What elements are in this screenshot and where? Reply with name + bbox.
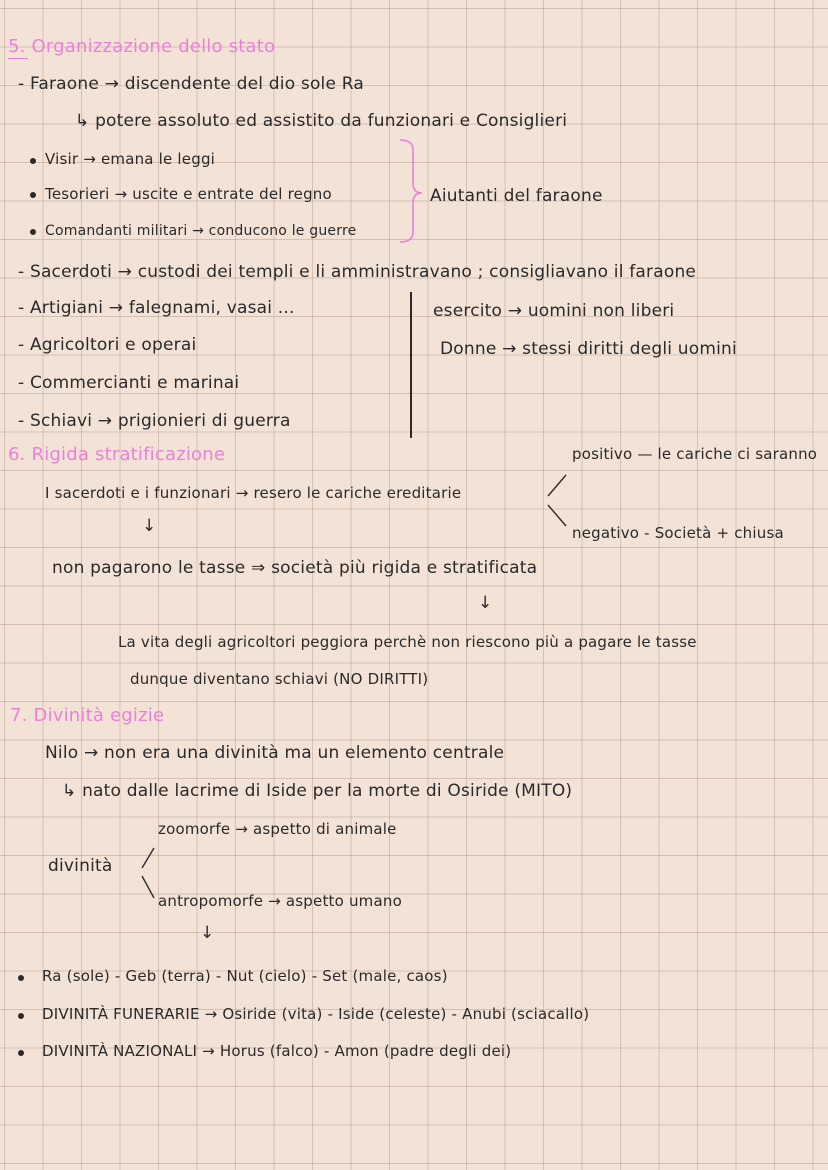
arrow-icon: →: [83, 150, 96, 168]
down-arrow-icon: ↓: [142, 516, 157, 536]
arrow-icon: →: [117, 262, 133, 282]
tasse-text: non pagarono le tasse: [52, 558, 246, 578]
side-note-desc: uomini non liberi: [527, 301, 675, 321]
sacerdoti-label: Sacerdoti: [29, 262, 113, 282]
nilo-desc: non era una divinità ma un elemento centrale: [104, 743, 505, 763]
pink-bracket: [400, 140, 422, 242]
section-7-heading: 7. Divinità egizie: [10, 705, 165, 726]
consequence-line-1: La vita degli agricoltori peggiora perchè non riescono più a pagare le tasse: [118, 633, 697, 651]
positive-note: positivo — le cariche ci saranno: [572, 445, 818, 463]
section-5-heading: 5. Organizzazione dello stato: [8, 36, 276, 57]
branch-line-down: [142, 876, 154, 898]
antropomorfe-label: antropomorfe: [158, 892, 264, 910]
dash: -: [18, 74, 25, 94]
section-6-heading: 6. Rigida stratificazione: [8, 444, 226, 465]
class-text: Commercianti e marinai: [29, 373, 240, 393]
helper-label: Tesorieri: [45, 185, 110, 203]
desc-text: resero le cariche ereditarie: [253, 484, 462, 502]
faraone-label: Faraone: [29, 74, 100, 94]
branch-line-down: [548, 505, 566, 526]
helpers-group-label: Aiutanti del faraone: [430, 186, 603, 206]
implies-icon: ⇒: [251, 558, 266, 578]
divinita-label: divinità: [48, 856, 113, 876]
dash: -: [18, 335, 25, 355]
arrow-icon: →: [235, 820, 249, 838]
consequence-line-2: dunque diventano schiavi (NO DIRITTI): [130, 670, 429, 688]
nilo-label: Nilo: [45, 743, 79, 763]
side-note-label: esercito: [433, 301, 503, 321]
branch-line-up: [548, 475, 566, 496]
corner-arrow-icon: ↳: [62, 781, 77, 801]
class-text: Agricoltori e operai: [29, 335, 197, 355]
negative-note: negativo - Società + chiusa: [572, 524, 784, 542]
arrow-icon: →: [192, 223, 205, 239]
zoomorfe-label: zoomorfe: [158, 820, 231, 838]
subject-text: I sacerdoti e i funzionari: [45, 484, 231, 502]
arrow-icon: →: [104, 74, 120, 94]
helper-desc: uscite e entrate del regno: [132, 185, 332, 203]
arrow-icon: →: [268, 892, 281, 910]
down-arrow-icon: ↓: [200, 923, 215, 943]
down-arrow-icon: ↓: [478, 593, 493, 613]
side-note-label: Donne: [440, 339, 497, 359]
helper-desc: conducono le guerre: [208, 223, 357, 239]
arrow-icon: →: [83, 743, 99, 763]
deity-bullet: DIVINITÀ NAZIONALI → Horus (falco) - Amon (padre degli dei): [42, 1042, 512, 1060]
corner-arrow-icon: ↳: [75, 111, 90, 131]
side-note-desc: stessi diritti degli uomini: [522, 339, 737, 359]
class-text: Schiavi → prigionieri di guerra: [29, 411, 291, 431]
helper-label: Visir: [45, 150, 79, 168]
dash: -: [18, 373, 25, 393]
faraone-note-text: potere assoluto ed assistito da funzionari e Consiglieri: [95, 111, 568, 131]
dash: -: [18, 411, 25, 431]
branch-line-up: [142, 848, 154, 868]
arrow-icon: →: [235, 484, 249, 502]
arrow-icon: →: [507, 301, 523, 321]
zoomorfe-desc: aspetto di animale: [253, 820, 397, 838]
dash: -: [18, 262, 25, 282]
class-text: Artigiani → falegnami, vasai ...: [29, 298, 295, 318]
arrow-icon: →: [114, 185, 128, 203]
arrow-icon: →: [502, 339, 517, 359]
result-text: società più rigida e stratificata: [271, 558, 538, 578]
dash: -: [18, 298, 25, 318]
helper-label: Comandanti militari: [45, 223, 188, 239]
deity-bullet: DIVINITÀ FUNERARIE → Osiride (vita) - Iside (celeste) - Anubi (sciacallo): [42, 1005, 590, 1023]
nilo-note-text: nato dalle lacrime di Iside per la morte di Osiride (MITO): [82, 781, 573, 801]
sacerdoti-desc: custodi dei templi e li amministravano ; consigliavano il faraone: [137, 262, 697, 282]
antropomorfe-desc: aspetto umano: [285, 892, 402, 910]
helper-desc: emana le leggi: [100, 150, 216, 168]
faraone-desc: discendente del dio sole Ra: [124, 74, 365, 94]
deity-bullet: Ra (sole) - Geb (terra) - Nut (cielo) - Set (male, caos): [42, 967, 448, 985]
